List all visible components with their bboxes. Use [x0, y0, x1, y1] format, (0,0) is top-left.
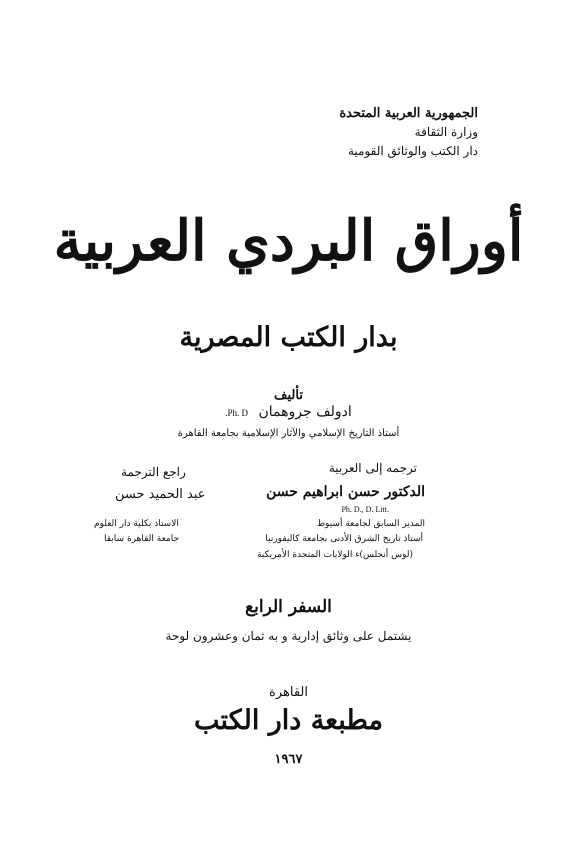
author-degree: Ph. D. [225, 408, 249, 418]
library-name: دار الكتب والوثائق القومية [347, 144, 478, 158]
book-subtitle: بدار الكتب المصرية [179, 322, 398, 353]
author-row [0, 404, 577, 420]
book-title: أوراق البردي العربية [53, 208, 524, 274]
reviewer-title-2: جامعة القاهرة سابقا [104, 534, 180, 544]
translator-name: الدكتور حسن ابراهيم حسن [266, 484, 425, 500]
translator-degree: Ph. D., D. Litt. [341, 505, 389, 514]
volume-description: يشتمل على وثائق إدارية و به ثمان وعشرون لوحة [165, 629, 412, 643]
author-description: أستاذ التاريخ الإسلامي والآثار الإسلامية بجامعة القاهرة [177, 428, 400, 439]
reviewer-label: راجع الترجمة [121, 465, 186, 479]
republic-name: الجمهورية العربية المتحدة [339, 106, 478, 121]
translator-label: ترجمه إلى العربية [328, 461, 417, 475]
ministry-name: وزارة الثقافة [414, 125, 478, 139]
translator-title-2: أستاذ تاريخ الشرق الأدنى بجامعة كاليفورنيا [265, 534, 423, 544]
author-label: تأليف [274, 388, 303, 403]
publication-city: القاهرة [269, 685, 308, 700]
translator-title-1: المدير السابق لجامعة أسيوط [316, 519, 425, 529]
reviewer-name: عبد الحميد حسن [115, 487, 206, 502]
author-name: ادولف جروهمان [258, 404, 352, 420]
issuing-authority [339, 104, 478, 161]
publisher-name: مطبعة دار الكتب [194, 705, 383, 736]
volume-title: السفر الرابع [245, 597, 332, 617]
translator-title-3: (لوس أنجلس)ء الولايات المتحدة الأمريكية [257, 550, 413, 560]
reviewer-title-1: الاستاذ بكلية دار العلوم [94, 519, 179, 529]
publication-year: ١٩٦٧ [274, 752, 303, 767]
